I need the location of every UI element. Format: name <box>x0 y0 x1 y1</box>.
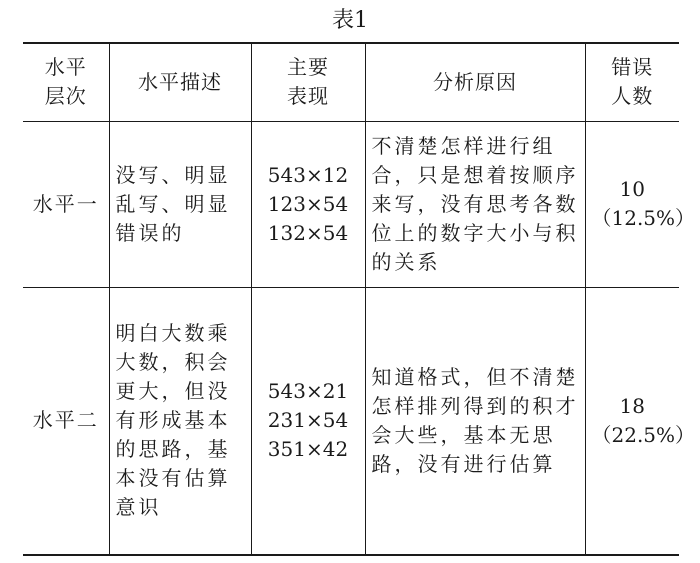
row-performance: 543×21 231×54 351×42 <box>251 287 365 555</box>
row-level: 水平二 <box>23 287 109 555</box>
row-count: 18 （22.5%） <box>585 287 679 555</box>
table-caption: 表1 <box>332 8 368 33</box>
row-description: 没写、明显乱写、明显错误的 <box>109 121 251 287</box>
row-reason: 知道格式，但不清楚怎样排列得到的积才会大些，基本无思路，没有进行估算 <box>365 287 585 555</box>
row-reason: 不清楚怎样进行组合，只是想着按顺序来写，没有思考各数位上的数字大小与积的关系 <box>365 121 585 287</box>
row-count: 10 （12.5%） <box>585 121 679 287</box>
header-row <box>23 43 679 121</box>
header-reason: 分析原因 <box>365 43 585 121</box>
table-row <box>23 287 679 555</box>
row-description: 明白大数乘大数，积会更大，但没有形成基本的思路，基本没有估算意识 <box>109 287 251 555</box>
row-performance: 543×12 123×54 132×54 <box>251 121 365 287</box>
header-description: 水平描述 <box>109 43 251 121</box>
header-performance: 主要 表现 <box>251 43 365 121</box>
header-level: 水平 层次 <box>23 43 109 121</box>
header-count: 错误 人数 <box>585 43 679 121</box>
row-level: 水平一 <box>23 121 109 287</box>
table-row <box>23 121 679 287</box>
data-table <box>23 42 696 556</box>
